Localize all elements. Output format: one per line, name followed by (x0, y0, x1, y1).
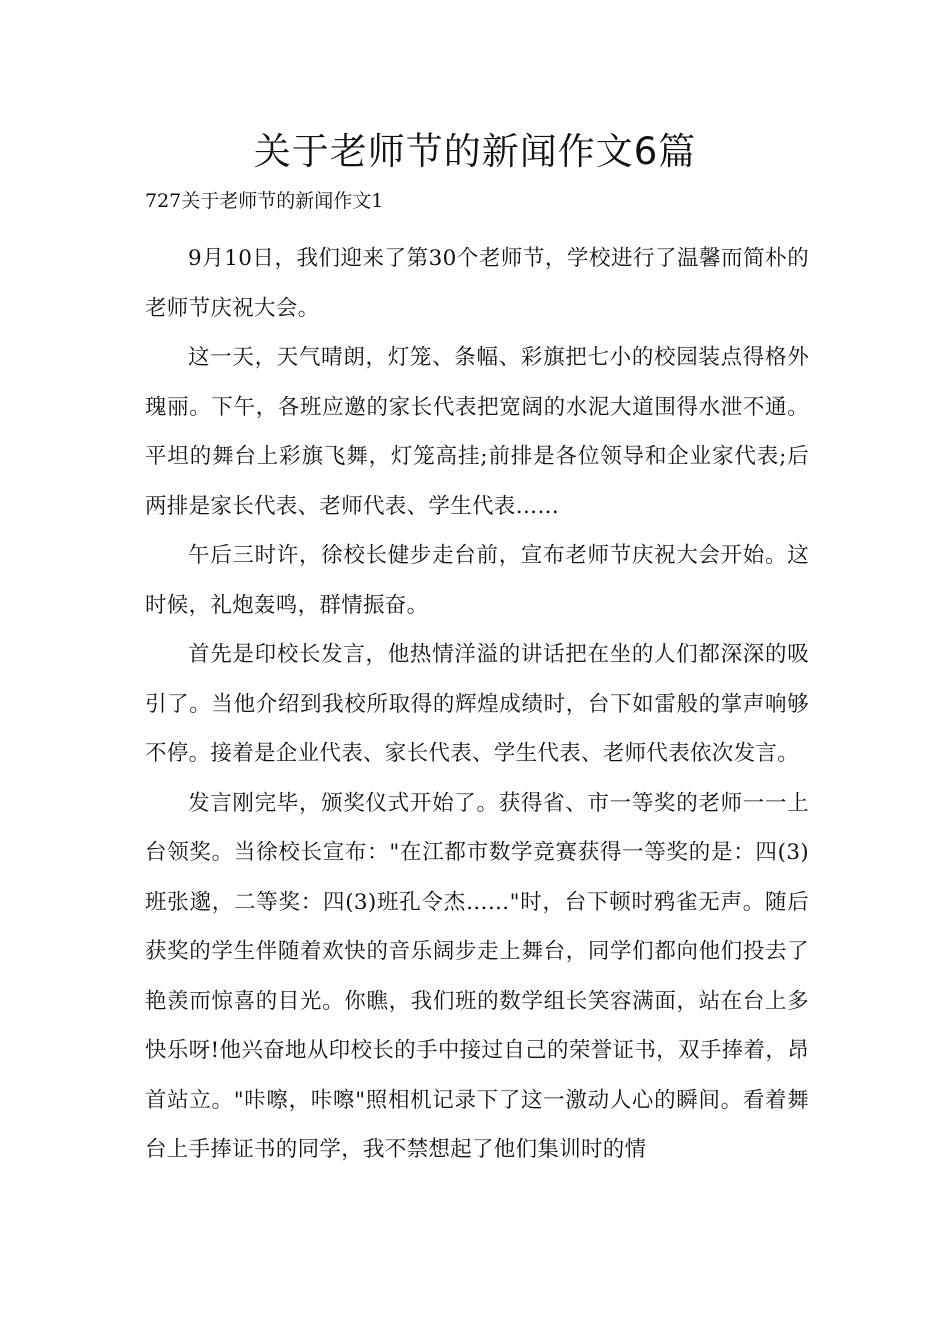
paragraph: 发言刚完毕，颁奖仪式开始了。获得省、市一等奖的老师一一上台领奖。当徐校长宣布："在江都市数学竞赛获得一等奖的是：四(3)班张邈，二等奖：四(3)班孔令杰……"时，台下顿时鸦雀无声。随后获奖的学生伴随着欢快的音乐阔步走上舞台，同学们都向他们投去了艳羡而惊喜的目光。你瞧，我们班的数学组长笑容满面，站在台上多快乐呀!他兴奋地从印校长的手中接过自己的荣誉证书，双手捧着，昂首站立。"咔嚓，咔嚓"照相机记录下了这一激动人心的瞬间。看着舞台上手捧证书的同学，我不禁想起了他们集训时的情 (145, 790, 809, 1162)
document-body (145, 234, 809, 1175)
paragraph: 这一天，天气晴朗，灯笼、条幅、彩旗把七小的校园装点得格外瑰丽。下午，各班应邀的家长代表把宽阔的水泥大道围得水泄不通。平坦的舞台上彩旗飞舞，灯笼高挂;前排是各位领导和企业家代表;后两排是家长代表、老师代表、学生代表…… (145, 345, 809, 519)
paragraph: 首先是印校长发言，他热情洋溢的讲话把在坐的人们都深深的吸引了。当他介绍到我校所取得的辉煌成绩时，台下如雷般的掌声响够不停。接着是企业代表、家长代表、学生代表、老师代表依次发言。 (145, 642, 809, 766)
document-subtitle: 727关于老师节的新闻作文1 (145, 190, 384, 212)
document-title: 关于老师节的新闻作文6篇 (253, 130, 697, 173)
paragraph: 午后三时许，徐校长健步走台前，宣布老师节庆祝大会开始。这时候，礼炮轰鸣，群情振奋。 (145, 543, 809, 618)
paragraph: 9月10日，我们迎来了第30个老师节，学校进行了温馨而简朴的老师节庆祝大会。 (145, 246, 809, 321)
